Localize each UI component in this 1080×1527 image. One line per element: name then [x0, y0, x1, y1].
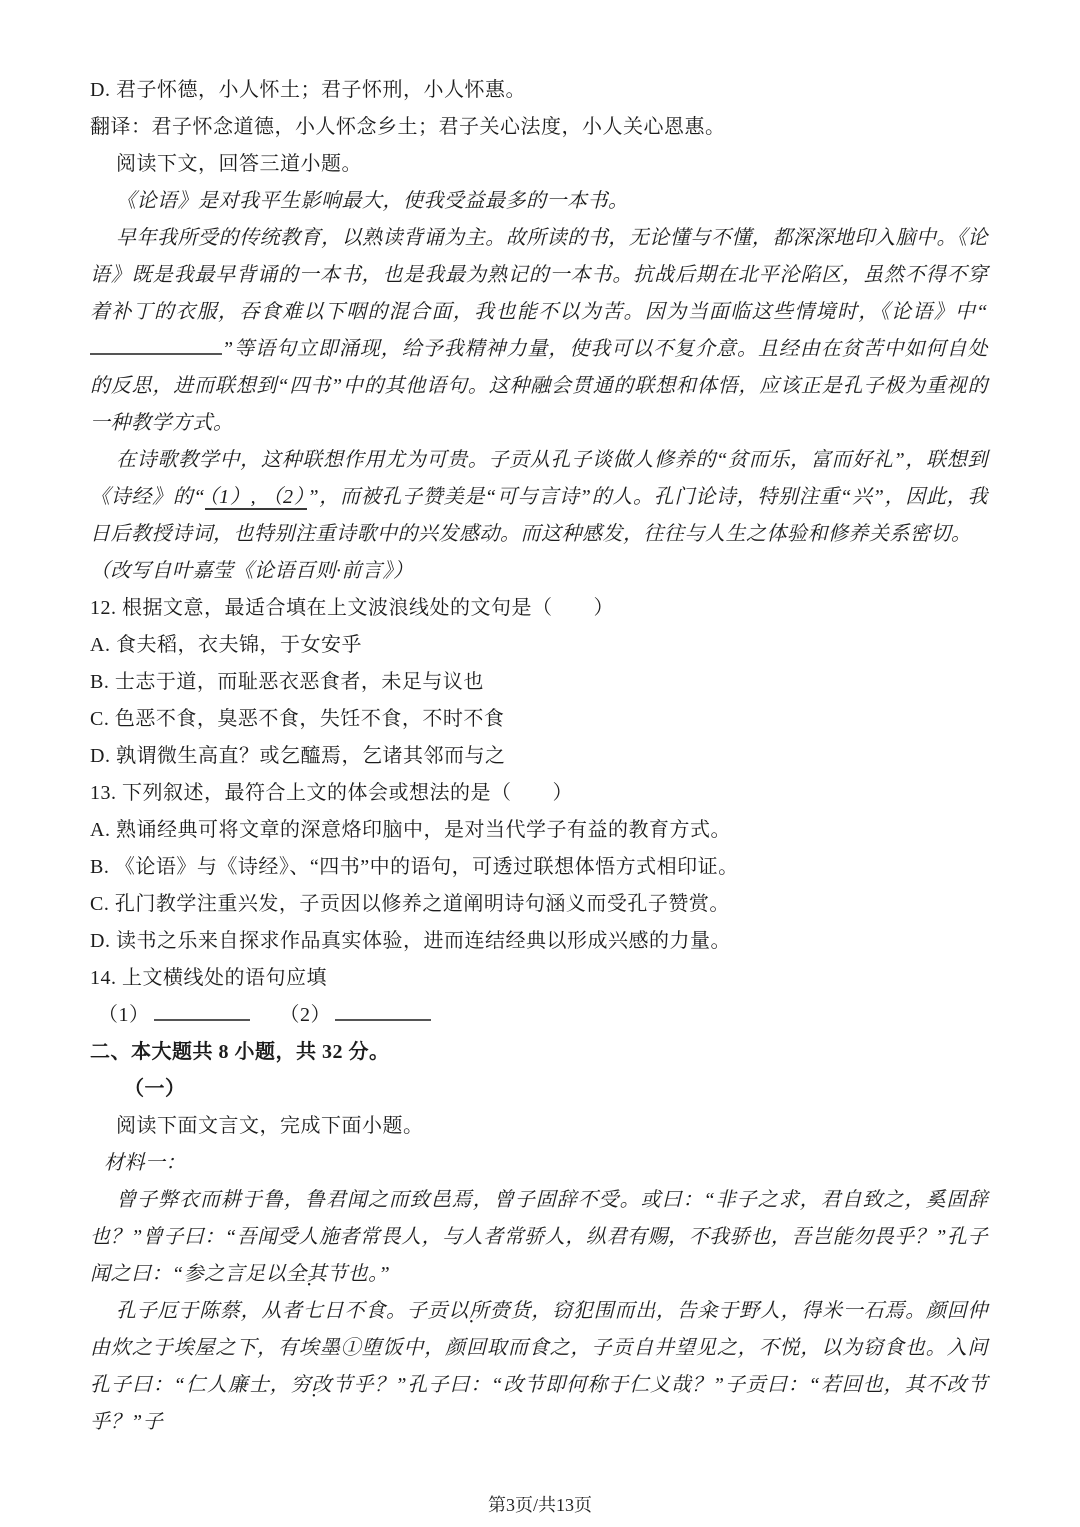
material-1-paragraph-2 — [90, 1293, 988, 1441]
passage-p2-text-post: ”等语句立即涌现，给予我精神力量，使我可以不复介意。且经由在贫苦中如何自处的反思，进而联想到“四书”中的其他语句。这种融会贯通的联想和体悟，应该正是孔子极为重视的一种教学方式。 — [90, 338, 988, 434]
material-1-paragraph-1 — [90, 1182, 988, 1293]
question-13-option-c: C. 孔门教学注重兴发，子贡因以修养之道阐明诗句涵义而受孔子赞赏。 — [90, 893, 730, 915]
question-12-stem: 12. 根据文意，最适合填在上文波浪线处的文句是（ ） — [90, 597, 614, 619]
question-13-option-b: B. 《论语》与《诗经》、“四书”中的语句，可透过联想体悟方式相印证。 — [90, 856, 739, 878]
quote-blank-line — [90, 334, 222, 355]
question-13-stem: 13. 下列叙述，最符合上文的体会或想法的是（ ） — [90, 782, 573, 804]
inline-blank-2: （2） — [259, 486, 307, 510]
material-1-label: 材料一： — [104, 1152, 186, 1174]
question-12-option-b: B. 士志于道，而耻恶衣恶食者，未足与议也 — [90, 671, 484, 693]
section-2-heading: 二、本大题共 8 小题，共 32 分。 — [90, 1041, 390, 1063]
translation-line: 翻译：君子怀念道德，小人怀念乡土；君子关心法度，小人关心恩惠。 — [90, 116, 726, 138]
question-14-answer-line — [90, 997, 988, 1034]
material-1-p1-text-pre: 曾子弊衣而耕于鲁，鲁君闻之而致邑焉，曾子固辞不受。或曰：“非子之求，君自致之，奚固辞也？”曾子曰：“吾闻受人施者常畏人，与人者常骄人，纵君有赐，不我骄也，吾岂能勿畏乎？”孔子闻之曰：“参之言足以 — [90, 1189, 988, 1285]
material-1-p2-text-mid: 所赍货，窃犯围而出，告籴于野人，得米一石焉。颜回仲由炊之于埃屋之下，有埃墨①堕饭中，颜回取而食之，子贡自井望见之，不悦，以为窃食也。入问孔子曰：“仁人廉士， — [90, 1300, 989, 1396]
passage-p2-text-pre: 早年我所受的传统教育，以熟读背诵为主。故所读的书，无论懂与不懂，都深深地印入脑中。《论语》既是我最早背诵的一本书，也是我最为熟记的一本书。抗战后期在北平沦陷区，虽然不得不穿着补丁的衣服，吞食难以下咽的混合面，我也能不以为苦。因为当面临这些情境时，《论语》中“ — [90, 227, 988, 323]
material-1-p1-text-post: 其节也。” — [306, 1263, 391, 1285]
classical-reading-instruction: 阅读下面文言文，完成下面小题。 — [116, 1115, 424, 1137]
answer-blank-2-label: （2） — [279, 1004, 331, 1026]
emphasized-char-qiong: 穷 — [290, 1374, 312, 1396]
reading-instruction: 阅读下文，回答三道小题。 — [116, 153, 362, 175]
inline-blank-1: （1）, — [205, 486, 259, 510]
part-1-heading: （一） — [124, 1078, 186, 1100]
answer-blank-2 — [335, 1000, 431, 1021]
passage-p3-text-pre: 在诗歌教学中，这种联想作用尤为可贵。子贡从孔子谈做人修养的“贫而乐，富而好礼”，联想到《诗经》的“ — [90, 449, 988, 508]
question-13-option-a: A. 熟诵经典可将文章的深意烙印脑中，是对当代学子有益的教育方式。 — [90, 819, 731, 841]
question-12-option-d: D. 孰谓微生高直？或乞醯焉，乞诸其邻而与之 — [90, 745, 506, 767]
question-12-option-a: A. 食夫稻，衣夫锦，于女安乎 — [90, 634, 362, 656]
material-1-p2-text-post: 改节乎？”孔子曰：“改节即何称于仁义哉？”子贡曰：“若回也，其不改节乎？”子 — [90, 1374, 988, 1433]
question-13-option-d: D. 读书之乐来自探求作品真实体验，进而连结经典以形成兴感的力量。 — [90, 930, 731, 952]
answer-blank-1-label: （1） — [98, 1004, 150, 1026]
prev-question-option-d: D. 君子怀德，小人怀土；君子怀刑，小人怀惠。 — [90, 79, 526, 101]
question-12-option-c: C. 色恶不食，臭恶不食，失饪不食，不时不食 — [90, 708, 505, 730]
passage-p3-text-post: ”，而被孔子赞美是“可与言诗”的人。孔门论诗，特别注重“兴”，因此，我日后教授诗词，也特别注重诗歌中的兴发感动。而这种感发，往往与人生之体验和修养关系密切。 — [90, 486, 988, 545]
emphasized-char-yi: 以 — [448, 1300, 470, 1322]
page-number-footer: 第3页/共13页 — [487, 1495, 592, 1515]
emphasized-char-quan: 全 — [286, 1263, 307, 1285]
answer-blank-1 — [154, 1000, 250, 1021]
passage-paragraph-1: 《论语》是对我平生影响最大，使我受益最多的一本书。 — [116, 190, 629, 212]
material-1-p2-text-pre: 孔子厄于陈蔡，从者七日不食。子贡 — [116, 1300, 449, 1322]
passage-source-attribution: （改写自叶嘉莹《论语百则·前言》） — [90, 560, 414, 582]
passage-paragraph-2 — [90, 220, 988, 442]
passage-paragraph-3 — [90, 442, 988, 553]
question-14-stem: 14. 上文横线处的语句应填 — [90, 967, 327, 989]
